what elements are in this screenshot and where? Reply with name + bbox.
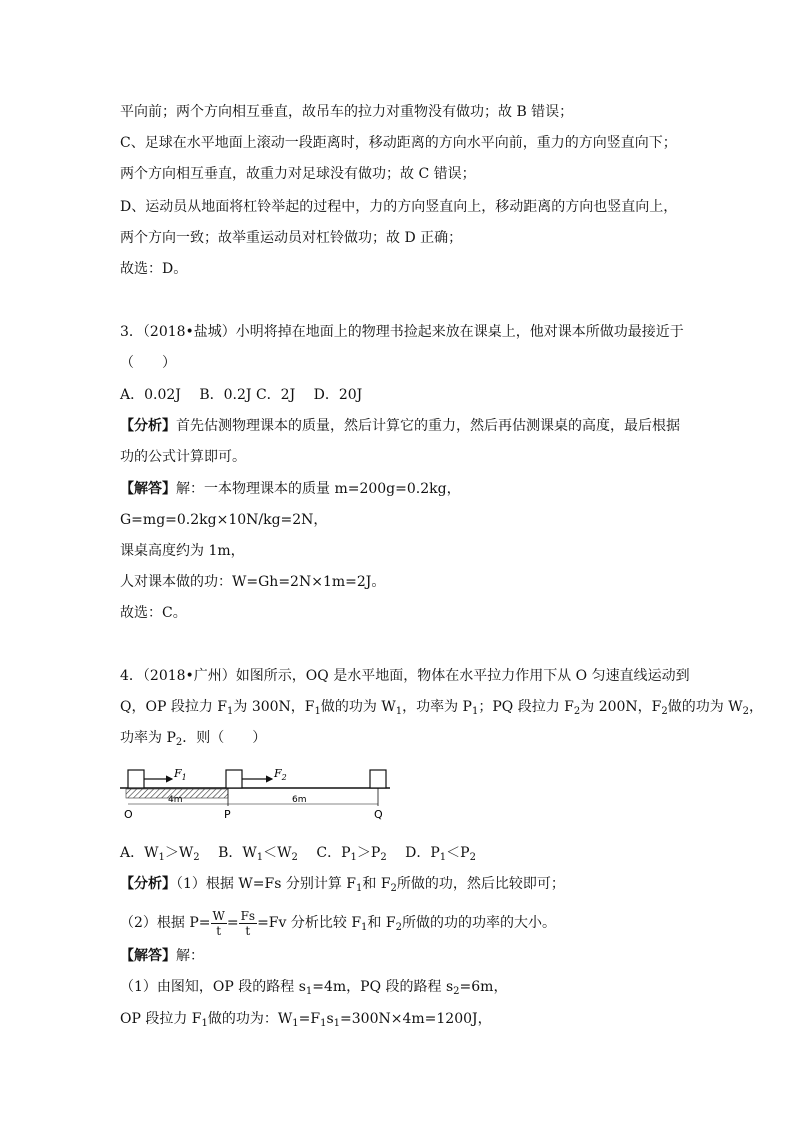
text-line: 故选：D。 [120,261,188,277]
text-line: 功的公式计算即可。 [120,449,246,465]
point-p: P [224,808,231,821]
question-4-stem: 4．（2018•广州）如图所示，OQ 是水平地面，物体在水平拉力作用下从 O 匀速直线运动到 [120,668,690,684]
block-at-o [128,770,144,788]
label-f1: $F_1$ [174,767,187,782]
question-4-answer: 【解答】解： [120,948,204,964]
fraction-fs-over-t: $\frac{Fs}{t}$ [240,908,256,938]
motion-diagram [120,760,400,822]
question-4-analysis: 【分析】（1）根据 W=Fs 分别计算 $F_1$和 $F_2$所做的功，然后比较即可； [120,876,565,894]
distance-pq: 6m [292,795,307,805]
question-4-stem-2: Q，OP 段拉力 $F_1$为 300N，$F_1$做的功为 $W_1$，功率为 $P_1$；PQ 段拉力 $F_2$为 200N，$F_2$做的功为 $W_2$， [120,699,763,717]
question-3-answer [120,479,461,499]
block-at-q [370,770,386,788]
question-3-stem: 3．（2018•盐城）小明将掉在地面上的物理书捡起来放在课桌上，他对课本所做功最接近于 [120,324,684,340]
text-line: 人对课本做的功：W=Gh=2N×1m=2J。 [120,574,386,590]
label-f2: $F_2$ [274,767,287,782]
analysis-tag: 【分析】 [120,876,176,892]
analysis-tag: 【分析】 [120,418,176,434]
point-q: Q [374,808,383,821]
question-4-stem-3: 功率为 $P_2$．则（ ） [120,730,267,748]
distance-op: 4m [168,795,183,805]
answer-line-2: OP 段拉力 $F_1$做的功为：$W_1=F_1s_1=300N\times 4m=1200J$， [120,1011,492,1029]
question-3-analysis [120,416,680,436]
answer-tag: 【解答】 [120,481,176,497]
question-4-options: A．$W_1>W_2$ B．$W_1<W_2$ C．$P_1>P_2$ D．$P_1<P_2$ [120,845,476,863]
question-3-blank: （ ） [120,355,176,371]
text-line: D、运动员从地面将杠铃举起的过程中，力的方向竖直向上，移动距离的方向也竖直向上， [120,199,678,215]
analysis-formula-line: （2）根据 P= $\frac{W}{t}$ = $\frac{Fs}{t}$ =Fv 分析比较 $F_1$和 $F_2$所做的功的功率的大小。 [120,908,556,938]
text-line: 平向前；两个方向相互垂直，故吊车的拉力对重物没有做功；故 B 错误； [120,104,574,120]
text-line: 两个方向一致；故举重运动员对杠铃做功；故 D 正确； [120,230,463,246]
fraction-w-over-t: $\frac{W}{t}$ [212,908,225,938]
answer-text: 解：一本物理课本的质量 m=200g=0.2kg， [176,481,461,497]
text-line: 课桌高度约为 1m， [120,543,245,559]
analysis-text: 首先估测物理课本的质量，然后计算它的重力，然后再估测课桌的高度，最后根据 [176,418,680,434]
text-line: 故选：C。 [120,605,187,621]
question-3-options: A．0.02J B．0.2J C．2J D．20J [120,387,363,403]
point-o: O [124,808,133,821]
answer-tag: 【解答】 [120,948,176,964]
text-line: C、足球在水平地面上滚动一段距离时，移动距离的方向水平向前，重力的方向竖直向下； [120,135,677,151]
text-line: G=mg=0.2kg×10N/kg=2N， [120,512,328,528]
block-at-p [226,770,242,788]
text-line: 两个方向相互垂直，故重力对足球没有做功；故 C 错误； [120,166,476,182]
answer-line-1: （1）由图知，OP 段的路程 $s_1=4m$，PQ 段的路程 $s_2=6m$， [120,979,508,997]
